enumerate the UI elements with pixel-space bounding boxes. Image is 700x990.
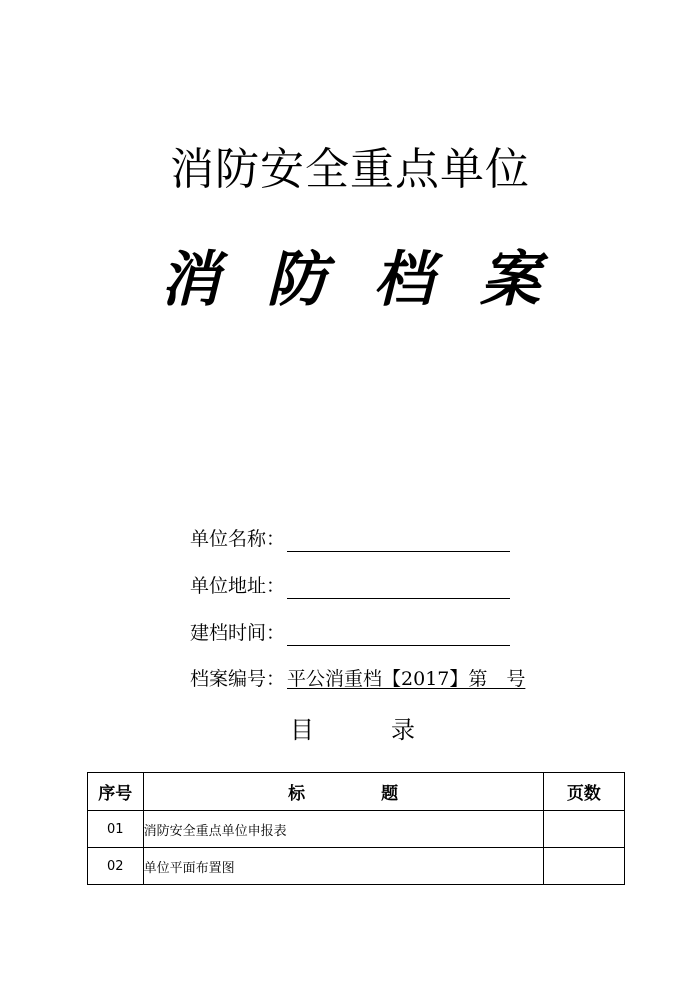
unit-address-label: 单位地址： (190, 575, 286, 597)
unit-address-blank[interactable] (287, 576, 510, 599)
archive-time-label: 建档时间： (190, 622, 286, 644)
unit-address-field (190, 569, 510, 599)
table-row (88, 848, 625, 885)
toc-title-char: 目 (290, 715, 314, 744)
title-char: 防 (266, 245, 327, 315)
toc-row-seq: 02 (88, 848, 144, 885)
toc-row-pages (543, 848, 624, 885)
unit-name-blank[interactable] (287, 529, 510, 552)
title-char: 档 (373, 245, 434, 315)
toc-header-title-char: 题 (381, 784, 399, 804)
archive-time-field (190, 616, 510, 646)
archive-number-value: 平公消重档【2017】第 号 (287, 668, 526, 690)
unit-name-field (190, 522, 510, 552)
document-subtitle: 消防安全重点单位 (170, 144, 530, 195)
toc-title-char: 录 (391, 715, 415, 744)
toc-row-title: 单位平面布置图 (143, 848, 543, 885)
unit-name-label: 单位名称： (190, 528, 286, 550)
toc-title (290, 710, 415, 744)
document-title (160, 235, 540, 315)
archive-number-field (190, 662, 525, 692)
toc-header-title-char: 标 (288, 784, 306, 804)
archive-time-blank[interactable] (287, 623, 510, 646)
archive-number-label: 档案编号： (190, 668, 286, 690)
toc-header-row (88, 773, 625, 811)
toc-header-pages: 页数 (543, 773, 624, 811)
toc-row-title: 消防安全重点单位申报表 (143, 811, 543, 848)
title-char: 消 (160, 245, 220, 315)
toc-row-pages (543, 811, 624, 848)
title-char: 案 (479, 245, 540, 315)
toc-header-seq: 序号 (88, 773, 144, 811)
table-row (88, 811, 625, 848)
toc-table (87, 772, 625, 885)
toc-row-seq: 01 (88, 811, 144, 848)
toc-header-title (143, 773, 543, 811)
